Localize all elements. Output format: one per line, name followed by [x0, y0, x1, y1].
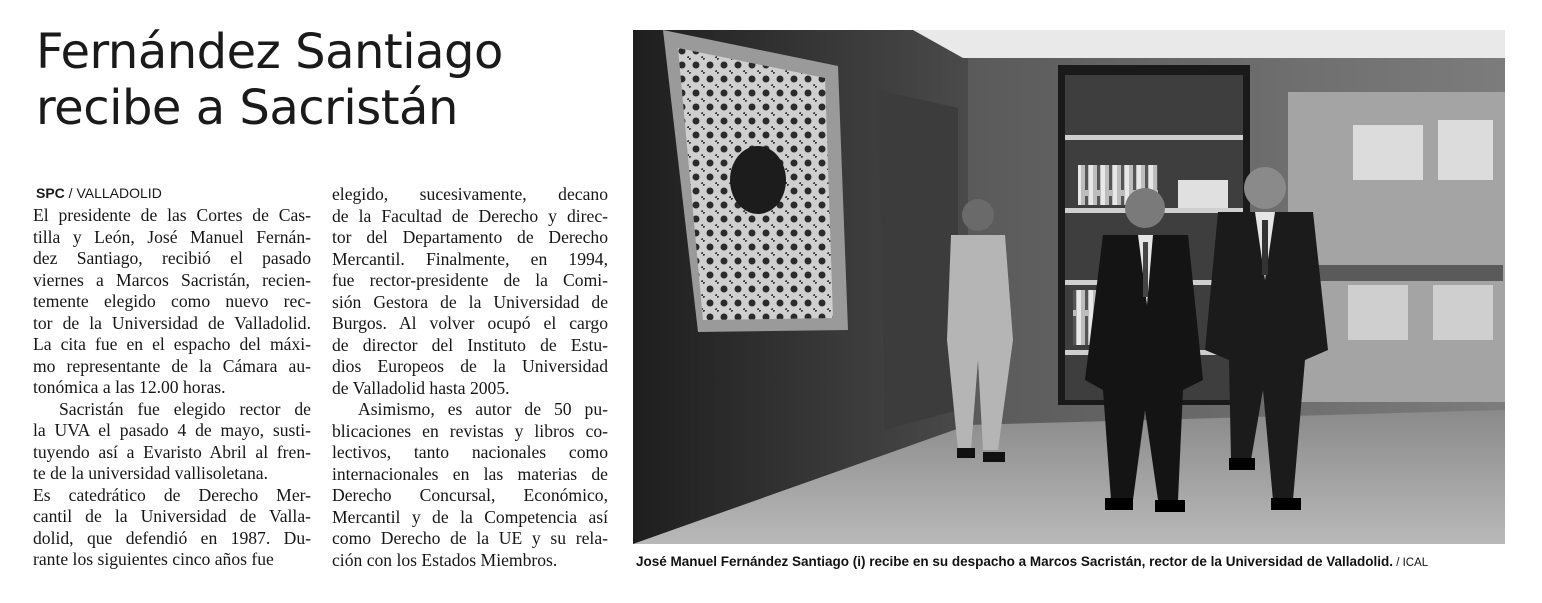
article-line: La cita fue en el espacho del máxi-	[33, 334, 311, 354]
article-column-1	[33, 205, 311, 571]
article-line: dez Santiago, recibió el pasado	[33, 248, 311, 268]
article-line: lectivos, tanto nacionales como	[332, 442, 608, 462]
article-line: blicaciones en revistas y libros co-	[332, 420, 608, 441]
article-line: tor de la Universidad de Valladolid.	[33, 312, 311, 333]
article-line: te de la universidad vallisoletana.	[33, 463, 268, 483]
article-line: fue rector-presidente de la Comi-	[332, 270, 608, 290]
article-line: de la Facultad de Derecho y direc-	[332, 205, 608, 226]
byline	[36, 185, 162, 201]
article-line: sión Gestora de la Universidad de	[332, 291, 608, 312]
article-line: como Derecho de la UE y su rela-	[332, 528, 608, 548]
news-photo	[633, 30, 1505, 544]
article-line: tor del Departamento de Derecho	[332, 227, 608, 247]
article-column-2	[332, 184, 608, 571]
article-line: cantil de la Universidad de Valla-	[33, 506, 311, 526]
byline-agency: SPC	[36, 185, 65, 201]
article-line: de director del Instituto de Estu-	[332, 334, 608, 355]
article-line: Burgos. Al volver ocupó el cargo	[332, 313, 608, 333]
article-line: ción con los Estados Miembros.	[332, 549, 558, 570]
photo-credit: / ICAL	[1393, 557, 1429, 569]
article-line: Sacristán fue elegido rector de	[59, 398, 311, 419]
article-line: Es catedrático de Derecho Mer-	[33, 484, 311, 505]
article-line: viernes a Marcos Sacristán, recien-	[33, 269, 311, 290]
byline-city: VALLADOLID	[76, 185, 162, 201]
caption-text: José Manuel Fernández Santiago (i) recibe en su despacho a Marcos Sacristán, rector de la Universidad de Valladolid.	[636, 554, 1393, 569]
article-line: la UVA el pasado 4 de mayo, susti-	[33, 420, 311, 440]
article-line: de Valladolid hasta 2005.	[332, 377, 510, 398]
article-line: internacionales en las materias de	[332, 463, 608, 484]
article-line: tonómica a las 12.00 horas.	[33, 377, 226, 397]
article-line: Asimismo, es autor de 50 pu-	[358, 399, 608, 419]
article-line: elegido, sucesivamente, decano	[332, 184, 608, 204]
article-line: dios Europeos de la Universidad	[332, 356, 608, 376]
photo-illustration	[633, 30, 1505, 544]
article-line: tuyendo así a Evaristo Abril al fren-	[33, 441, 311, 462]
article-line: tilla y León, José Manuel Fernán-	[33, 226, 311, 247]
article-line: dolid, que defendió en 1987. Du-	[33, 527, 311, 548]
article-line: El presidente de las Cortes de Cas-	[33, 205, 311, 225]
photo-caption	[636, 554, 1428, 569]
headline-line-2: recibe a Sacristán	[36, 80, 458, 136]
article-line: Mercantil y de la Competencia así	[332, 506, 608, 527]
article-line: temente elegido como nuevo rec-	[33, 291, 311, 311]
photo-door	[878, 90, 958, 430]
article-line: mo representante de la Cámara au-	[33, 355, 311, 376]
headline-line-1: Fernández Santiago	[36, 24, 503, 80]
article-line: rante los siguientes cinco años fue	[33, 549, 274, 569]
article-line: Derecho Concursal, Económico,	[332, 485, 608, 505]
article-line: Mercantil. Finalmente, en 1994,	[332, 248, 608, 269]
byline-separator: /	[64, 185, 77, 201]
headline	[36, 24, 616, 136]
